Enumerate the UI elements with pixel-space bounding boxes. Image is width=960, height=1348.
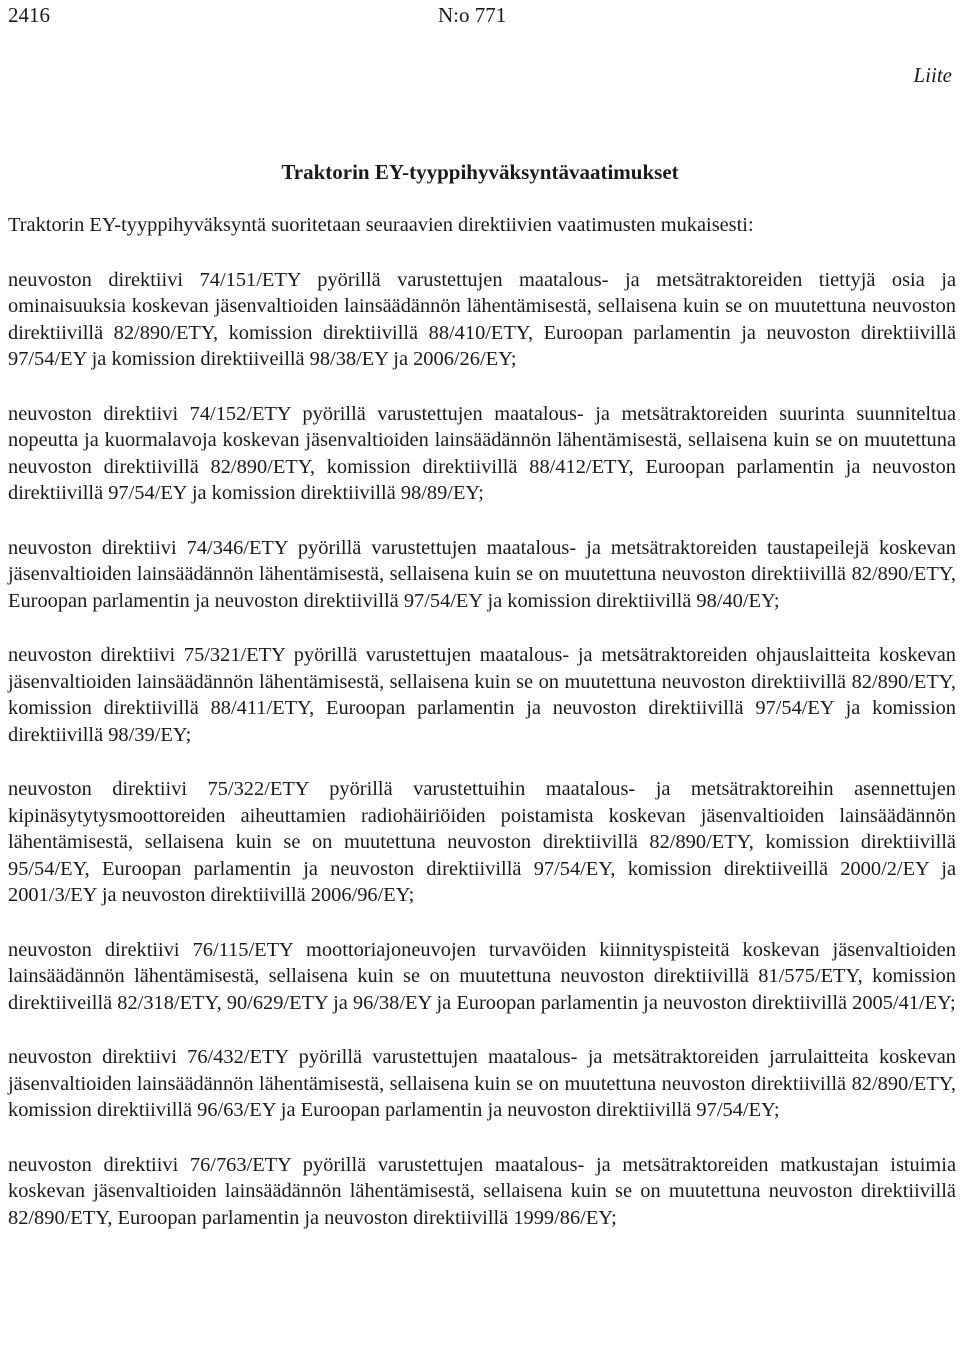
- running-header: [8, 2, 952, 30]
- directive-paragraph: neuvoston direktiivi 76/763/ETY pyörillä varustettujen maatalous- ja metsätraktoreiden matkustajan istuimia koskevan jäsenvaltioiden lainsäädännön lähentämisestä, sellaisena kuin se on muutettuna neuvoston direktiivillä 82/890/ETY, Euroopan parlamentin ja neuvoston direktiivillä 1999/86/EY;: [8, 1153, 956, 1229]
- directive-paragraph: neuvoston direktiivi 76/115/ETY moottoriajoneuvojen turvavöiden kiinnityspisteitä koskevan jäsenvaltioiden lainsäädännön lähentämisestä, sellaisena kuin se on muutettuna neuvoston direktiivillä 81/575/ETY, komission direktiiveillä 82/318/ETY, 90/629/ETY ja 96/38/EY ja Euroopan parlamentin ja neuvoston direktiivillä 2005/41/EY;: [8, 938, 956, 1014]
- directive-paragraph: neuvoston direktiivi 74/151/ETY pyörillä varustettujen maatalous- ja metsätraktoreiden tiettyjä osia ja ominaisuuksia koskevan jäsenvaltioiden lainsäädännön lähentämisestä, sellaisena kuin se on muutettuna neuvoston direktiivillä 82/890/ETY, komission direktiivillä 88/410/ETY, Euroopan parlamentin ja neuvoston direktiivillä 97/54/EY ja komission direktiiveillä 98/38/EY ja 2006/26/EY;: [8, 268, 956, 370]
- directive-paragraph: neuvoston direktiivi 75/322/ETY pyörillä varustettuihin maatalous- ja metsätraktoreihin asennettujen kipinäsytytysmoottoreiden aiheuttamien radiohäiriöiden poistamista koskevan jäsenvaltioiden lainsäädännön lähentämisestä, sellaisena kuin se on muutettuna neuvoston direktiivillä 82/890/ETY, komission direktiivillä 95/54/EY, Euroopan parlamentin ja neuvoston direktiivillä 97/54/EY, komission direktiiveillä 2000/2/EY ja 2001/3/EY ja neuvoston direktiivillä 2006/96/EY;: [8, 778, 956, 906]
- directive-paragraph: neuvoston direktiivi 75/321/ETY pyörillä varustettujen maatalous- ja metsätraktoreiden ohjauslaitteita koskevan jäsenvaltioiden lainsäädännön lähentämisestä, sellaisena kuin se on muutettuna neuvoston direktiivillä 82/890/ETY, komission direktiivillä 88/411/ETY, Euroopan parlamentin ja neuvoston direktiivillä 97/54/EY ja komission direktiivillä 98/39/EY;: [8, 644, 956, 746]
- directive-paragraph: neuvoston direktiivi 74/346/ETY pyörillä varustettujen maatalous- ja metsätraktoreiden taustapeilejä koskevan jäsenvaltioiden lainsäädännön lähentämisestä, sellaisena kuin se on muutettuna neuvoston direktiivillä 82/890/ETY, Euroopan parlamentin ja neuvoston direktiivillä 97/54/EY ja komission direktiivillä 98/40/EY;: [8, 536, 956, 612]
- document-body: [8, 212, 956, 1259]
- directive-paragraph: neuvoston direktiivi 74/152/ETY pyörillä varustettujen maatalous- ja metsätraktoreiden suurinta suunniteltua nopeutta ja kuormalavoja koskevan jäsenvaltioiden lainsäädännön lähentämisestä, sellaisena kuin se on muutettuna neuvoston direktiivillä 82/890/ETY, komission direktiivillä 88/412/ETY, Euroopan parlamentin ja neuvoston direktiivillä 97/54/EY ja komission direktiivillä 98/89/EY;: [8, 402, 956, 504]
- page-number: 2416: [8, 3, 50, 27]
- issue-number: N:o 771: [438, 3, 507, 27]
- intro-paragraph: Traktorin EY-tyyppihyväksyntä suoritetaan seuraavien direktiivien vaatimusten mukaisesti:: [8, 214, 754, 236]
- document-title: Traktorin EY-tyyppihyväksyntävaatimukset: [281, 160, 679, 184]
- appendix-label: Liite: [913, 63, 952, 87]
- directive-paragraph: neuvoston direktiivi 76/432/ETY pyörillä varustettujen maatalous- ja metsätraktoreiden jarrulaitteita koskevan jäsenvaltioiden lainsäädännön lähentämisestä, sellaisena kuin se on muutettuna neuvoston direktiivillä 82/890/ETY, komission direktiivillä 96/63/EY ja Euroopan parlamentin ja neuvoston direktiivillä 97/54/EY;: [8, 1046, 956, 1121]
